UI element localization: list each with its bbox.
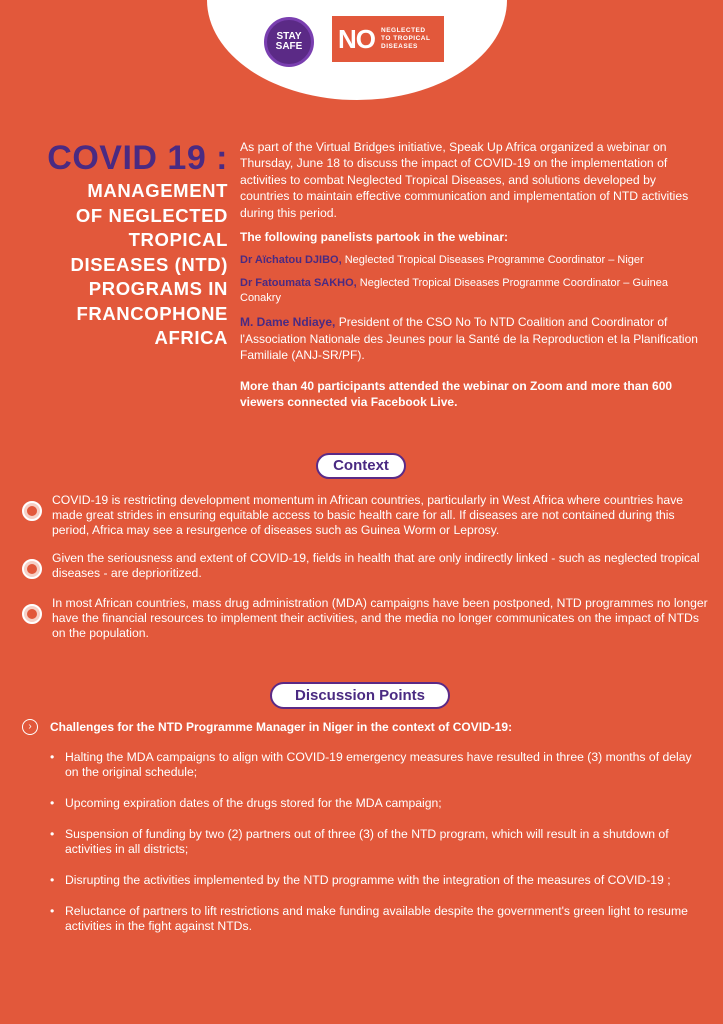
list-item-text: Suspension of funding by two (2) partners out of three (3) of the NTD program, which will result in a shutdown of activities in all districts; xyxy=(65,827,669,856)
panelist-item xyxy=(240,314,706,363)
list-item-text: Upcoming expiration dates of the drugs stored for the MDA campaign; xyxy=(65,796,442,810)
list-item xyxy=(48,827,698,857)
title-sub-line: FRANCOPHONE xyxy=(76,302,228,324)
bullet-icon: • xyxy=(50,827,55,841)
chevron-right-icon: › xyxy=(22,719,38,735)
title-sub-line: OF NEGLECTED xyxy=(75,204,228,226)
list-item xyxy=(48,796,698,811)
intro-section xyxy=(240,139,706,410)
list-item-text: Halting the MDA campaigns to align with COVID-19 emergency measures have resulted in three (3) months of delay on the original schedule; xyxy=(65,750,692,779)
bullet-icon: • xyxy=(50,796,55,810)
ntd-logo-no: NO xyxy=(338,23,375,54)
page-title xyxy=(18,140,228,351)
title-sub-line: MANAGEMENT xyxy=(87,180,228,201)
ntd-logo-to: TO xyxy=(381,35,391,42)
list-item-text: Reluctance of partners to lift restrictions and make funding available despite the government's green light to resume activities in the fight against NTDs. xyxy=(65,904,688,933)
ntd-logo-line-1: NEGLECTED xyxy=(381,27,426,34)
panelists-heading: The following panelists partook in the webinar: xyxy=(240,230,509,245)
ntd-logo-line-2: TROPICAL xyxy=(393,35,431,42)
no-to-ntd-logo xyxy=(332,16,444,62)
context-item-text: Given the seriousness and extent of COVID-19, fields in health that are only indirectly linked - such as neglected tropical diseases - are deprioritized. xyxy=(52,551,700,580)
covid-icon xyxy=(22,559,42,579)
ntd-logo-text xyxy=(381,27,430,51)
challenge-title: Challenges for the NTD Programme Manager in Niger in the context of COVID-19: xyxy=(50,720,513,734)
panelist-name: Dr Fatoumata SAKHO, xyxy=(240,277,357,290)
context-item xyxy=(22,551,712,581)
title-main: COVID 19 : xyxy=(47,139,228,177)
list-item xyxy=(48,904,698,934)
panelist-role: Neglected Tropical Diseases Programme Coordinator – Niger xyxy=(341,254,644,267)
ntd-logo-line-3: DISEASES xyxy=(381,43,418,50)
attendance-note: More than 40 participants attended the webinar on Zoom and more than 600 viewers connected via Facebook Live. xyxy=(240,378,673,409)
panelist-role: President of the CSO No To NTD Coalition and Coordinator of l'Association Nationale des Jeunes pour la Santé de la Reproduction et la Planification Familiale (ANJ-SR/PF). xyxy=(240,315,698,363)
context-item-text: In most African countries, mass drug administration (MDA) campaigns have been postponed, NTD programmes no longer have the financial resources to implement their activities, and the media no longer communicates on the impact of NTDs on the population. xyxy=(52,596,708,640)
covid-icon xyxy=(22,604,42,624)
title-sub-line: DISEASES (NTD) xyxy=(70,253,228,275)
bullet-icon: • xyxy=(50,750,55,764)
list-item-text: Disrupting the activities implemented by the NTD programme with the integration of the measures of COVID-19 ; xyxy=(65,873,671,887)
title-sub-line: TROPICAL xyxy=(128,229,228,250)
panelist-name: Dr Aïchatou DJIBO, xyxy=(240,254,342,267)
title-sub-line: AFRICA xyxy=(154,327,228,348)
title-subtitle xyxy=(18,179,228,351)
stay-safe-logo xyxy=(264,17,314,67)
discussion-heading: Discussion Points xyxy=(270,682,450,709)
covid-icon xyxy=(22,501,42,521)
context-item xyxy=(22,493,712,538)
bullet-icon: • xyxy=(50,904,55,918)
panelist-role: Neglected Tropical Diseases Programme Coordinator – Guinea Conakry xyxy=(240,277,668,305)
intro-paragraph: As part of the Virtual Bridges initiative, Speak Up Africa organized a webinar on Thursday, June 18 to discuss the impact of COVID-19 on the implementation of activities to combat Neglected Tropical Diseases, and solutions developed by countries to maintain effective communication and implementation of NTD activities during this period. xyxy=(240,140,689,220)
challenge-list xyxy=(48,750,698,950)
list-item xyxy=(48,873,698,888)
stay-safe-line-1: STAY xyxy=(276,31,302,42)
context-item-text: COVID-19 is restricting development momentum in African countries, particularly in West Africa where countries have made great strides in ensuring equitable access to basic health care for all. If diseases are not contained during this period, Africa may see a resurgence of diseases such as Guinea Worm or Leprosy. xyxy=(52,493,684,537)
panelist-item xyxy=(240,253,706,268)
context-item xyxy=(22,596,712,641)
challenge-heading xyxy=(22,719,512,735)
context-heading: Context xyxy=(316,453,406,479)
bullet-icon: • xyxy=(50,873,55,887)
panelist-name: M. Dame Ndiaye, xyxy=(240,315,336,330)
panelist-item xyxy=(240,276,706,306)
title-sub-line: PROGRAMS IN xyxy=(88,278,228,299)
stay-safe-line-2: SAFE xyxy=(275,41,303,52)
list-item xyxy=(48,750,698,780)
